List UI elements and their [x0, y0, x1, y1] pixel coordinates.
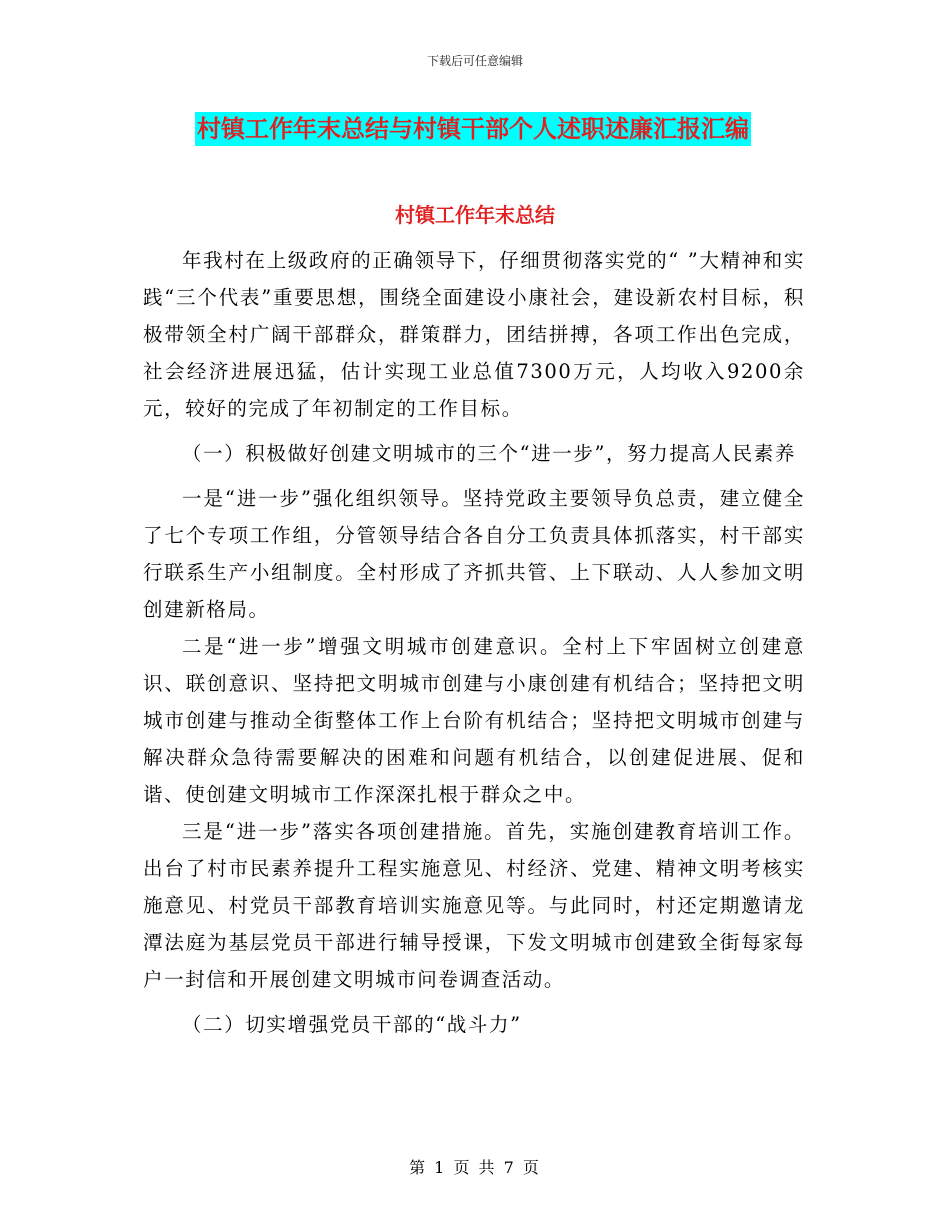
paragraph-point-1: 一是“进一步”强化组织领导。坚持党政主要领导负总责，建立健全了七个专项工作组，分管领导结合各自分工负责具体抓落实，村干部实行联系生产小组制度。全村形成了齐抓共管、上下联动、人人参加文明创建新格局。 — [143, 487, 805, 621]
paragraph-heading-2: （二）切实增强党员干部的“战斗力” — [182, 1013, 522, 1036]
document-title: 村镇工作年末总结与村镇干部个人述职述廉汇报汇编 — [195, 112, 751, 146]
paragraph-heading-1: （一）积极做好创建文明城市的三个“进一步”，努力提高人民素养 — [182, 442, 796, 465]
section-title: 村镇工作年末总结 — [395, 203, 555, 227]
header-note: 下载后可任意编辑 — [426, 54, 523, 68]
page-footer: 第 1 页 共 7 页 — [409, 1158, 541, 1177]
paragraph-point-2: 二是“进一步”增强文明城市创建意识。全村上下牢固树立创建意识、联创意识、坚持把文明城市创建与小康创建有机结合；坚持把文明城市创建与推动全街整体工作上台阶有机结合；坚持把文明城市创建与解决群众急待需要解决的困难和问题有机结合，以创建促进展、促和谐、使创建文明城市工作深深扎根于群众之中。 — [143, 635, 805, 806]
paragraph-intro: 年我村在上级政府的正确领导下，仔细贯彻落实党的“ ”大精神和实践“三个代表”重要思想，围绕全面建设小康社会，建设新农村目标，积极带领全村广阔干部群众，群策群力，团结拼搏，各项工作出色完成，社会经济进展迅猛，估计实现工业总值7300万元，人均收入9200余元，较好的完成了年初制定的工作目标。 — [143, 249, 805, 420]
document-body — [143, 242, 805, 1043]
paragraph-point-3: 三是“进一步”落实各项创建措施。首先，实施创建教育培训工作。出台了村市民素养提升工程实施意见、村经济、党建、精神文明考核实施意见、村党员干部教育培训实施意见等。与此同时，村还定期邀请龙潭法庭为基层党员干部进行辅导授课，下发文明城市创建致全街每家每户一封信和开展创建文明城市问卷调查活动。 — [143, 820, 805, 991]
